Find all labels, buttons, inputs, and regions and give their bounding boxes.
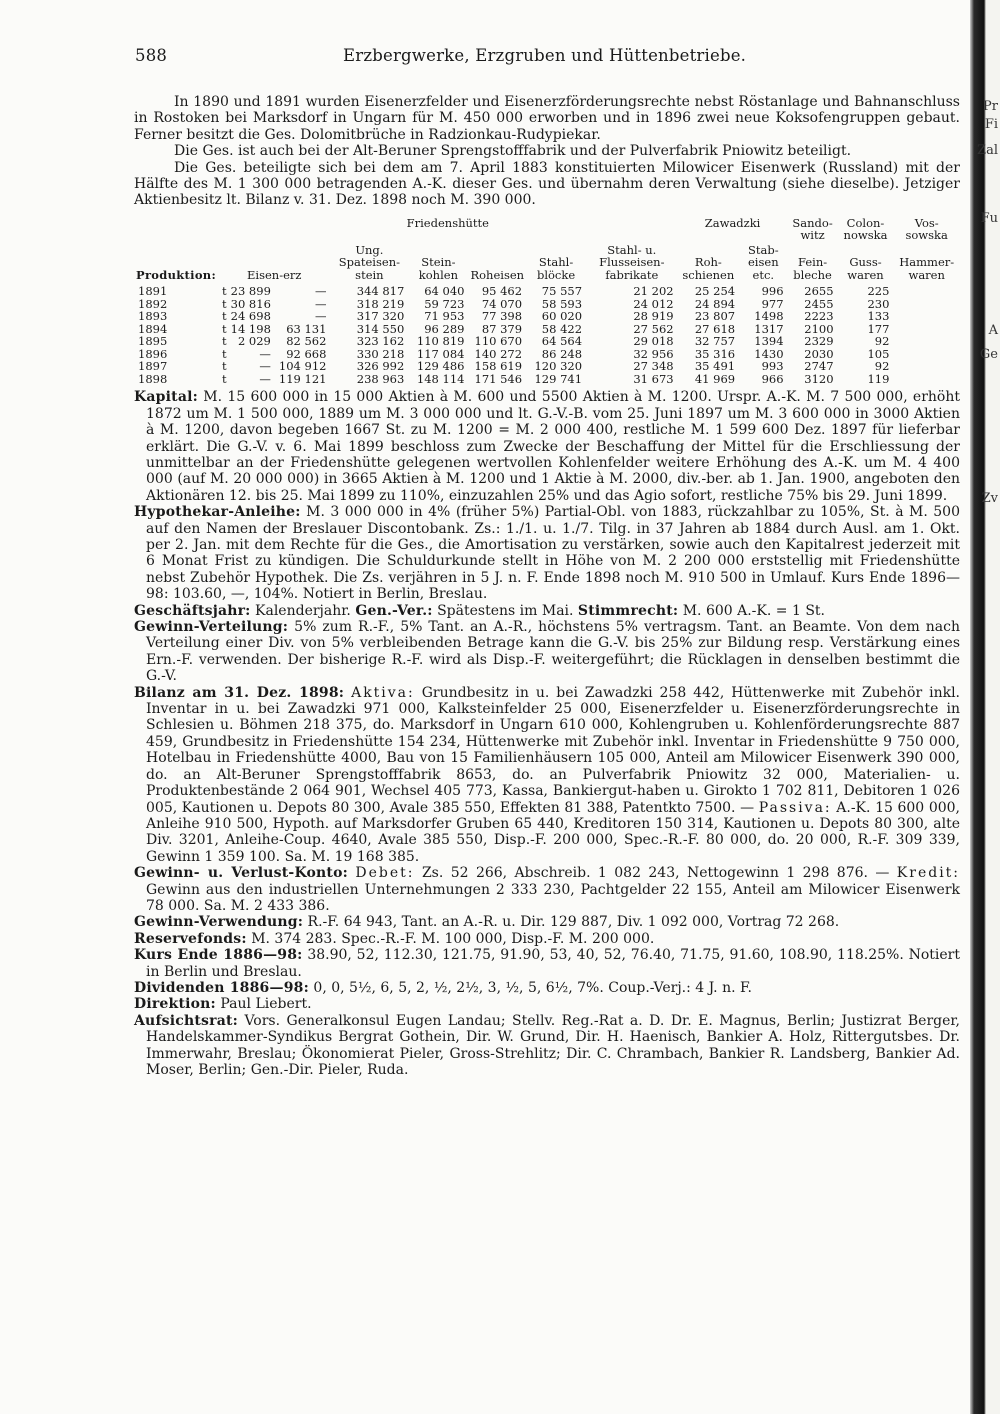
year-cell: 1896 bbox=[138, 346, 168, 361]
section-label: Dividenden 1886—98: bbox=[134, 979, 309, 996]
section-label: Reservefonds: bbox=[134, 930, 247, 947]
value-cell: 87 379 bbox=[481, 321, 523, 336]
kredit-label: Kredit: bbox=[896, 865, 961, 882]
page-number: 588 bbox=[135, 46, 168, 65]
value-cell: 1498 bbox=[754, 309, 784, 324]
column-header: Stab-eisen etc. bbox=[748, 242, 779, 282]
value-cell: — bbox=[259, 346, 271, 361]
value-cell: 133 bbox=[867, 309, 890, 324]
section-label: Aufsichtsrat: bbox=[134, 1012, 238, 1029]
year-cell: 1893 bbox=[138, 309, 168, 324]
group-friedenshuette: Friedenshütte bbox=[406, 215, 489, 230]
value-cell: 110 819 bbox=[416, 334, 465, 349]
value-cell: 996 bbox=[761, 284, 784, 299]
value-cell: 177 bbox=[867, 321, 890, 336]
unit-cell: t bbox=[222, 334, 227, 349]
column-header: Roheisen bbox=[470, 267, 525, 282]
value-cell: 330 218 bbox=[356, 346, 405, 361]
value-cell: 63 131 bbox=[286, 321, 327, 336]
value-cell: 30 816 bbox=[230, 296, 271, 311]
section-bilanz bbox=[134, 685, 960, 865]
value-cell: 3120 bbox=[804, 371, 834, 386]
value-cell: 27 618 bbox=[694, 321, 736, 336]
value-cell: 2030 bbox=[804, 346, 834, 361]
section-aufsichtsrat bbox=[134, 1013, 960, 1079]
year-cell: 1891 bbox=[138, 284, 168, 299]
section-text: Spätestens im Mai. bbox=[437, 602, 574, 619]
value-cell: 96 289 bbox=[424, 321, 465, 336]
running-title: Erzbergwerke, Erzgruben und Hüttenbetriebe. bbox=[343, 46, 747, 65]
section-text: A.-K. 15 600 000, Anleihe 910 500, Hypoth. auf Marksdorfer Gruben 65 440, Kreditoren 150 314, Kautionen u. Depots 80 300, alte Div. 3201, Anleihe-Coup. 4640, Avale 385 550, Disp.-F. 200 000, Spec.-R.-F. 80 000, do. 20 000, R.-F. 309 339, Gewinn 1 359 100. Sa. M. 19 168 385. bbox=[146, 799, 960, 865]
page-content bbox=[134, 94, 960, 1078]
value-cell: 158 619 bbox=[474, 359, 523, 374]
value-cell: 41 969 bbox=[694, 371, 736, 386]
intro-paragraph: Die Ges. ist auch bei der Alt-Beruner Sprengstofffabrik und der Pulverfabrik Pniowitz beteiligt. bbox=[174, 143, 852, 160]
section-gewinn-verlust-konto bbox=[134, 865, 960, 914]
unit-cell: t bbox=[222, 346, 227, 361]
value-cell: — bbox=[259, 371, 271, 386]
value-cell: 86 248 bbox=[541, 346, 583, 361]
value-cell: — bbox=[314, 284, 327, 299]
value-cell: — bbox=[259, 359, 271, 374]
section-text: Zs. 52 266, Abschreib. 1 082 243, Nettogewinn 1 298 876. — bbox=[421, 865, 890, 882]
value-cell: 64 564 bbox=[541, 334, 583, 349]
value-cell: 344 817 bbox=[356, 284, 405, 299]
value-cell: 35 316 bbox=[694, 346, 736, 361]
section-text: Vors. Generalkonsul Eugen Landau; Stellv. Reg.-Rat a. D. Dr. E. Magnus, Berlin; Justizrat Berger, Handelskammer-Syndikus Bergrat Gothein, Dir. W. Grund, Dir. H. Haenisch, Bankier A. Holz, Rittergutsbes. Dr. Immerwahr, Breslau; Ökonomierat Pieler, Gross-Strehlitz; Dir. C. Chrambach, Bankier R. Landsberg, Bankier Ad. Moser, Berlin; Gen.-Dir. Pieler, Ruda. bbox=[146, 1012, 960, 1078]
table-row bbox=[134, 335, 960, 348]
year-cell: 1892 bbox=[138, 296, 168, 311]
column-header: Stahl- u. Flusseisen-fabrikate bbox=[599, 242, 665, 282]
value-cell: 171 546 bbox=[474, 371, 523, 386]
value-cell: 95 462 bbox=[481, 284, 523, 299]
value-cell: 105 bbox=[867, 346, 890, 361]
section-geschaeftsjahr bbox=[134, 603, 960, 619]
edge-fragment: A bbox=[988, 323, 998, 338]
section-label: Direktion: bbox=[134, 996, 216, 1013]
value-cell: 32 757 bbox=[694, 334, 736, 349]
column-header: Eisen-erz bbox=[247, 267, 302, 282]
year-cell: 1897 bbox=[138, 359, 168, 374]
section-label: Gewinn-Verwendung: bbox=[134, 914, 304, 931]
value-cell: 82 562 bbox=[286, 334, 327, 349]
value-cell: 318 219 bbox=[356, 296, 405, 311]
edge-fragment: Pr bbox=[983, 99, 998, 114]
intro-paragraphs bbox=[134, 94, 960, 209]
value-cell: 323 162 bbox=[356, 334, 405, 349]
value-cell: 60 020 bbox=[541, 309, 583, 324]
section-kurs bbox=[134, 947, 960, 980]
value-cell: 23 807 bbox=[694, 309, 736, 324]
value-cell: 2223 bbox=[804, 309, 834, 324]
value-cell: 110 670 bbox=[474, 334, 523, 349]
value-cell: 32 956 bbox=[633, 346, 674, 361]
column-header: Stein-kohlen bbox=[418, 255, 458, 282]
edge-fragment: Fu bbox=[980, 211, 998, 226]
column-header: Ung. Spateisen-stein bbox=[338, 242, 400, 282]
value-cell: 977 bbox=[761, 296, 784, 311]
value-cell: 24 698 bbox=[230, 309, 271, 324]
section-text: Gewinn aus den industriellen Unternehmungen 2 333 230, Pachtgelder 22 155, Anteil am Milowicer Eisenwerk 78 000. Sa. M. 2 433 386. bbox=[146, 881, 960, 914]
value-cell: 92 bbox=[874, 334, 890, 349]
value-cell: 966 bbox=[761, 371, 784, 386]
production-table-body bbox=[134, 281, 960, 385]
section-kapital bbox=[134, 389, 960, 504]
value-cell: 25 254 bbox=[694, 284, 736, 299]
edge-fragment: Zv bbox=[981, 491, 998, 506]
value-cell: 1430 bbox=[754, 346, 784, 361]
section-text: M. 600 A.-K. = 1 St. bbox=[682, 602, 825, 619]
value-cell: 59 723 bbox=[424, 296, 465, 311]
column-header: Roh-schienen bbox=[682, 255, 735, 282]
section-text: M. 374 283. Spec.-R.-F. M. 100 000, Disp.-F. M. 200 000. bbox=[251, 930, 655, 947]
section-label: Geschäftsjahr: bbox=[134, 602, 251, 619]
table-row bbox=[134, 281, 960, 298]
table-column-header-row bbox=[134, 244, 960, 282]
value-cell: 27 562 bbox=[633, 321, 674, 336]
year-cell: 1898 bbox=[138, 371, 168, 386]
debet-label: Debet: bbox=[355, 865, 415, 882]
table-row bbox=[134, 310, 960, 323]
unit-cell: t bbox=[222, 371, 227, 386]
value-cell: 120 320 bbox=[534, 359, 583, 374]
value-cell: 58 422 bbox=[541, 321, 583, 336]
value-cell: 993 bbox=[761, 359, 784, 374]
value-cell: 148 114 bbox=[416, 371, 465, 386]
group-sandowitz: Sando-witz bbox=[792, 215, 833, 243]
value-cell: 31 673 bbox=[633, 371, 674, 386]
value-cell: 2100 bbox=[804, 321, 834, 336]
value-cell: 2 029 bbox=[237, 334, 271, 349]
unit-cell: t bbox=[222, 321, 227, 336]
value-cell: 21 202 bbox=[633, 284, 674, 299]
section-hypothekar-anleihe bbox=[134, 504, 960, 602]
section-label: Kapital: bbox=[134, 389, 198, 406]
value-cell: 2655 bbox=[804, 284, 834, 299]
table-row bbox=[134, 373, 960, 386]
section-text: 38.90, 52, 112.30, 121.75, 91.90, 53, 40, 52, 76.40, 71.75, 91.60, 108.90, 118.25%. Notiert in Berlin und Breslau. bbox=[146, 947, 960, 980]
section-text: Paul Liebert. bbox=[220, 996, 312, 1013]
section-label: Gewinn-Verteilung: bbox=[134, 619, 289, 636]
group-colonnowska: Colon-nowska bbox=[843, 215, 888, 243]
unit-cell: t bbox=[222, 309, 227, 324]
section-label: Bilanz am 31. Dez. 1898: bbox=[134, 684, 345, 701]
group-vossowska: Vos-sowska bbox=[905, 215, 948, 243]
section-gewinn-verwendung bbox=[134, 914, 960, 930]
page-header bbox=[135, 46, 960, 68]
value-cell: 129 486 bbox=[416, 359, 465, 374]
value-cell: — bbox=[314, 309, 327, 324]
value-cell: 238 963 bbox=[356, 371, 405, 386]
intro-paragraph: Die Ges. beteiligte sich bei dem am 7. April 1883 konstituierten Milowicer Eisenwerk (Russland) mit der Hälfte des M. 1 300 000 betragenden A.-K. dieser Ges. und übernahm deren Verwaltung (siehe dieselbe). Jetziger Aktienbesitz lt. Bilanz v. 31. Dez. 1898 noch M. 390 000. bbox=[134, 159, 960, 209]
column-header: Hammer-waren bbox=[899, 255, 955, 282]
value-cell: 75 557 bbox=[541, 284, 583, 299]
value-cell: 2329 bbox=[804, 334, 834, 349]
section-text: 5% zum R.-F., 5% Tant. an A.-R., höchstens 5% vertragsm. Tant. an Beamte. Von dem nach Verteilung einer Div. von 5% verbleibenden Betrage kann die G.-V. bis 25% zur Bildung resp. Verstärkung eines Ern.-F. verwenden. Der bisherige R.-F. wird als Disp.-F. weitergeführt; die Rücklagen in denselben bestimmt die G.-V. bbox=[146, 619, 960, 685]
production-label: Produktion: bbox=[136, 267, 217, 282]
column-header: Stahl-blöcke bbox=[536, 255, 576, 282]
value-cell: 28 919 bbox=[633, 309, 674, 324]
value-cell: 1317 bbox=[754, 321, 784, 336]
value-cell: 64 040 bbox=[424, 284, 465, 299]
section-reservefonds bbox=[134, 931, 960, 947]
value-cell: 119 121 bbox=[278, 371, 327, 386]
edge-fragment: Fi bbox=[984, 117, 998, 132]
section-gewinn-verteilung bbox=[134, 619, 960, 685]
section-direktion bbox=[134, 996, 960, 1012]
company-sections bbox=[134, 389, 960, 1078]
section-dividenden bbox=[134, 980, 960, 996]
section-label: Kurs Ende 1886—98: bbox=[134, 947, 303, 964]
value-cell: 92 bbox=[874, 359, 890, 374]
year-cell: 1895 bbox=[138, 334, 168, 349]
value-cell: 119 bbox=[867, 371, 890, 386]
section-text: Kalenderjahr. bbox=[255, 602, 351, 619]
unit-cell: t bbox=[222, 296, 227, 311]
value-cell: 77 398 bbox=[481, 309, 523, 324]
value-cell: 14 198 bbox=[230, 321, 271, 336]
table-group-header-row bbox=[134, 217, 960, 244]
value-cell: 27 348 bbox=[633, 359, 674, 374]
section-label: Hypothekar-Anleihe: bbox=[134, 504, 301, 521]
value-cell: 117 084 bbox=[416, 346, 465, 361]
passiva-label: Passiva: bbox=[758, 799, 832, 816]
value-cell: 314 550 bbox=[356, 321, 405, 336]
edge-fragment: Ge bbox=[979, 347, 998, 362]
value-cell: 140 272 bbox=[474, 346, 523, 361]
aktiva-label: Aktiva: bbox=[351, 684, 415, 701]
value-cell: 92 668 bbox=[286, 346, 327, 361]
unit-cell: t bbox=[222, 359, 227, 374]
section-text: 0, 0, 5½, 6, 5, 2, ½, 2½, 3, ½, 5, 6½, 7%. Coup.-Verj.: 4 J. n. F. bbox=[313, 979, 752, 996]
year-cell: 1894 bbox=[138, 321, 168, 336]
value-cell: 24 012 bbox=[633, 296, 674, 311]
value-cell: 225 bbox=[867, 284, 890, 299]
value-cell: — bbox=[314, 296, 327, 311]
value-cell: 2747 bbox=[804, 359, 834, 374]
value-cell: 230 bbox=[867, 296, 890, 311]
group-zawadzki: Zawadzki bbox=[704, 215, 761, 230]
unit-cell: t bbox=[222, 284, 227, 299]
production-table bbox=[134, 217, 960, 386]
section-text: M. 3 000 000 in 4% (früher 5%) Partial-Obl. von 1883, rückzahlbar zu 105%, St. à M. 500 auf den Namen der Breslauer Discontobank. Zs.: 1./1. u. 1./7. Tilg. in 37 Jahren ab 1884 durch Ausl. am 1. Okt. per 2. Jan. mit dem Rechte für die Ges., die Amortisation zu verstärken, sowie auch den Kapitalrest jederzeit mit 6 Monat Frist zu kündigen. Die Schuldurkunde stellt in Höhe von M. 2 200 000 erststellig mit Friedenshütte nebst Zubehör Hypothek. Die Zs. verjähren in 5 J. n. F. Ende 1898 noch M. 910 500 in Umlauf. Kurs Ende 1896—98: 103.60, —, 104%. Notiert in Berlin, Breslau. bbox=[146, 504, 960, 603]
column-header: Guss-waren bbox=[847, 255, 884, 282]
section-text: Grundbesitz in u. bei Zawadzki 258 442, Hüttenwerke mit Zubehör inkl. Inventar in u. bei Zawadzki 971 000, Kalksteinfelder 25 000, Eisenerzfelder u. Eisenerzförderungsrechte in Schlesien u. Böhmen 218 375, do. Marksdorf in Ungarn 610 000, Kohlengruben u. Kohlenförderungsrechte 887 459, Grundbesitz in Friedenshütte 154 234, Hüttenwerke mit Zubehör inkl. Inventar in Friedenshütte 9 750 000, Hotelbau in Friedenshütte 4000, Bau von 15 Familienhäusern 105 000, Anteil am Milowicer Eisenwerk 390 000, do. an Alt-Beruner Sprengstofffabrik 8653, do. an Pulverfabrik Pniowitz 32 000, Materialien- u. Produktenbestände 2 064 901, Wechsel 405 773, Kassa, Bankiergut-haben u. Girokto 1 702 811, Debitoren 1 026 005, Kautionen u. Depots 80 300, Avale 385 550, Effekten 81 388, Patentkto 7500. — bbox=[146, 684, 960, 816]
section-label: Stimmrecht: bbox=[577, 602, 679, 619]
value-cell: 23 899 bbox=[230, 284, 271, 299]
value-cell: 24 894 bbox=[694, 296, 736, 311]
value-cell: 104 912 bbox=[278, 359, 327, 374]
section-text: M. 15 600 000 in 15 000 Aktien à M. 600 und 5500 Aktien à M. 1200. Urspr. A.-K. M. 7 500 000, erhöht 1872 um M. 1 500 000, 1889 um M. 3 000 000 und lt. G.-V.-B. vom 25. Juni 1897 um M. 3 600 000 in 3000 Aktien à M. 1200, davon begeben 1667 St. zu M. 1200 = M. 2 000 400, restliche M. 1 599 600 Dez. 1897 für lieferbar erklärt. Die G.-V. v. 6. Mai 1899 beschloss zum Zwecke der Beschaffung der Mittel für die Erschliessung der unmittelbar an der Friedenshütte gelegenen wertvollen Kohlenfelder weitere Erhöhung des A.-K. um M. 4 400 000 (auf M. 20 000 000) in 3665 Aktien à M. 1200 und 1 Aktie à M. 2000, div.-ber. ab 1. Jan. 1900, angeboten den Aktionären 12. bis 25. Mai 1899 zu 110%, einzuzahlen 25% und das Agio sofort, restliche 75% bis 29. Juni 1899. bbox=[146, 389, 961, 504]
value-cell: 326 992 bbox=[356, 359, 405, 374]
edge-fragment: Zal bbox=[977, 143, 998, 158]
section-text: R.-F. 64 943, Tant. an A.-R. u. Dir. 129 887, Div. 1 092 000, Vortrag 72 268. bbox=[307, 914, 840, 931]
value-cell: 71 953 bbox=[424, 309, 465, 324]
value-cell: 58 593 bbox=[541, 296, 583, 311]
section-label: Gewinn- u. Verlust-Konto: bbox=[134, 865, 348, 882]
value-cell: 317 320 bbox=[356, 309, 405, 324]
value-cell: 129 741 bbox=[534, 371, 583, 386]
intro-paragraph: In 1890 und 1891 wurden Eisenerzfelder und Eisenerzförderungsrechte nebst Röstanlage und Bahnanschluss in Rostoken bei Marksdorf in Ungarn für M. 450 000 erworben und in 1896 zwei neue Koksofengruppen gebaut. Ferner besitzt die Ges. Dolomitbrüche in Radzionkau-Rudypiekar. bbox=[134, 94, 960, 143]
value-cell: 35 491 bbox=[694, 359, 736, 374]
section-label: Gen.-Ver.: bbox=[355, 602, 433, 619]
value-cell: 2455 bbox=[804, 296, 834, 311]
value-cell: 74 070 bbox=[481, 296, 523, 311]
table-row bbox=[134, 360, 960, 373]
column-header: Fein-bleche bbox=[793, 255, 832, 282]
value-cell: 1394 bbox=[754, 334, 784, 349]
value-cell: 29 018 bbox=[633, 334, 674, 349]
